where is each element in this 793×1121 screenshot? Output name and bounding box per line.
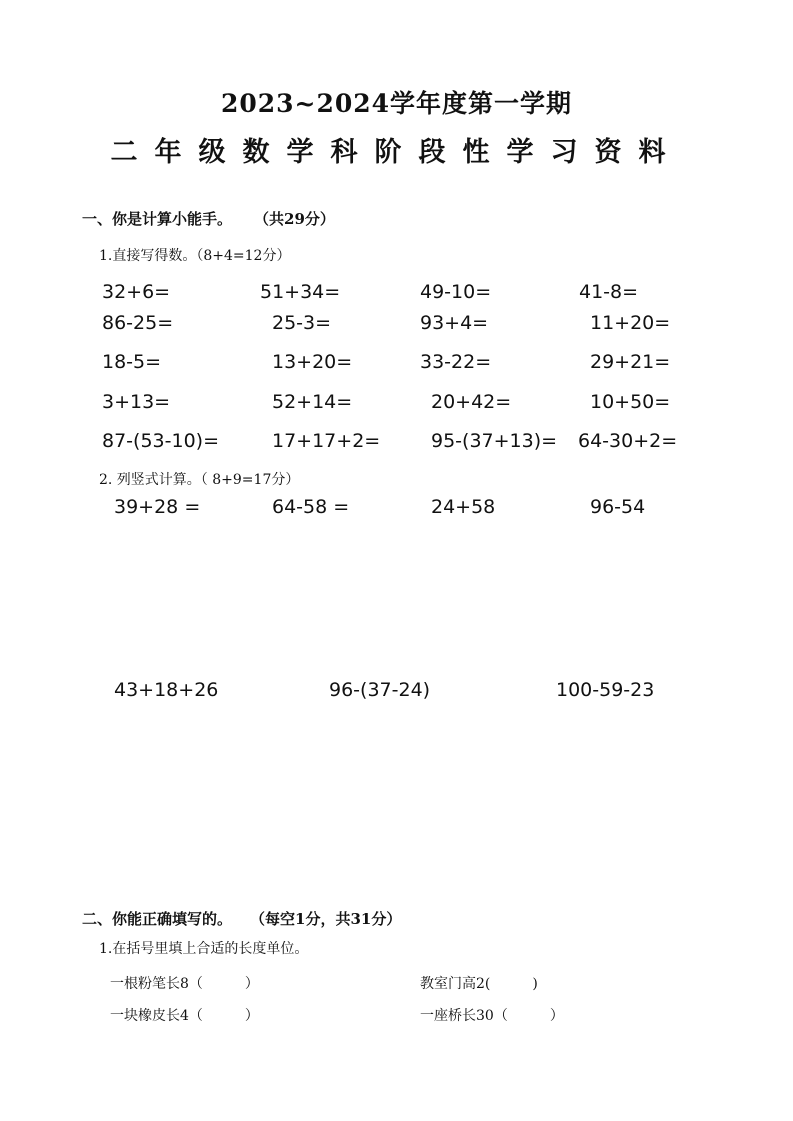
- vertical-problem: 100-59-23: [556, 679, 655, 701]
- vertical-problem: 96-(37-24): [329, 679, 431, 701]
- section2-heading: [82, 908, 401, 929]
- equation: 20+42=: [431, 391, 512, 413]
- equation: 33-22=: [420, 351, 492, 373]
- section1-part1-label: 1.直接写得数。（8+4=12分）: [99, 248, 291, 264]
- equation: 10+50=: [590, 391, 671, 413]
- section2-score: （每空1分，共31分）: [250, 910, 402, 928]
- page-title: 2023~2024学年度第一学期: [220, 89, 573, 118]
- equation: 17+17+2=: [272, 430, 381, 452]
- equation: 86-25=: [102, 312, 174, 334]
- vertical-problem: 39+28 =: [114, 496, 201, 518]
- equation: 29+21=: [590, 351, 671, 373]
- equation: 11+20=: [590, 312, 671, 334]
- equation: 3+13=: [102, 391, 171, 413]
- section1-part2-label: 2. 列竖式计算。（ 8+9=17分）: [99, 472, 300, 488]
- equation: 49-10=: [420, 281, 492, 303]
- equation: 51+34=: [260, 281, 341, 303]
- equation: 64-30+2=: [578, 430, 678, 452]
- fill-blank-item: 一块橡皮长4（ ）: [110, 1008, 259, 1024]
- equation: 87-(53-10)=: [102, 430, 219, 452]
- section2-part1-label: 1.在括号里填上合适的长度单位。: [99, 941, 309, 957]
- equation: 95-(37+13)=: [431, 430, 558, 452]
- vertical-problem: 43+18+26: [114, 679, 219, 701]
- vertical-problem: 24+58: [431, 496, 496, 518]
- equation: 52+14=: [272, 391, 353, 413]
- vertical-problem: 96-54: [590, 496, 646, 518]
- fill-blank-item: 一座桥长30（ ）: [420, 1008, 564, 1024]
- equation: 93+4=: [420, 312, 489, 334]
- vertical-problem: 64-58 =: [272, 496, 350, 518]
- fill-blank-item: 教室门高2( ): [420, 976, 538, 992]
- section1-score: （共29分）: [254, 210, 335, 228]
- equation: 41-8=: [579, 281, 639, 303]
- equation: 18-5=: [102, 351, 162, 373]
- section1-heading: [82, 208, 335, 229]
- equation: 25-3=: [272, 312, 332, 334]
- page-subtitle: 二年级数学科阶段性学习资料: [110, 137, 683, 168]
- equation: 32+6=: [102, 281, 171, 303]
- section1-heading-text: 一、你是计算小能手。: [82, 210, 233, 228]
- fill-blank-item: 一根粉笔长8（ ）: [110, 976, 259, 992]
- equation: 13+20=: [272, 351, 353, 373]
- section2-heading-text: 二、你能正确填写的。: [82, 910, 233, 928]
